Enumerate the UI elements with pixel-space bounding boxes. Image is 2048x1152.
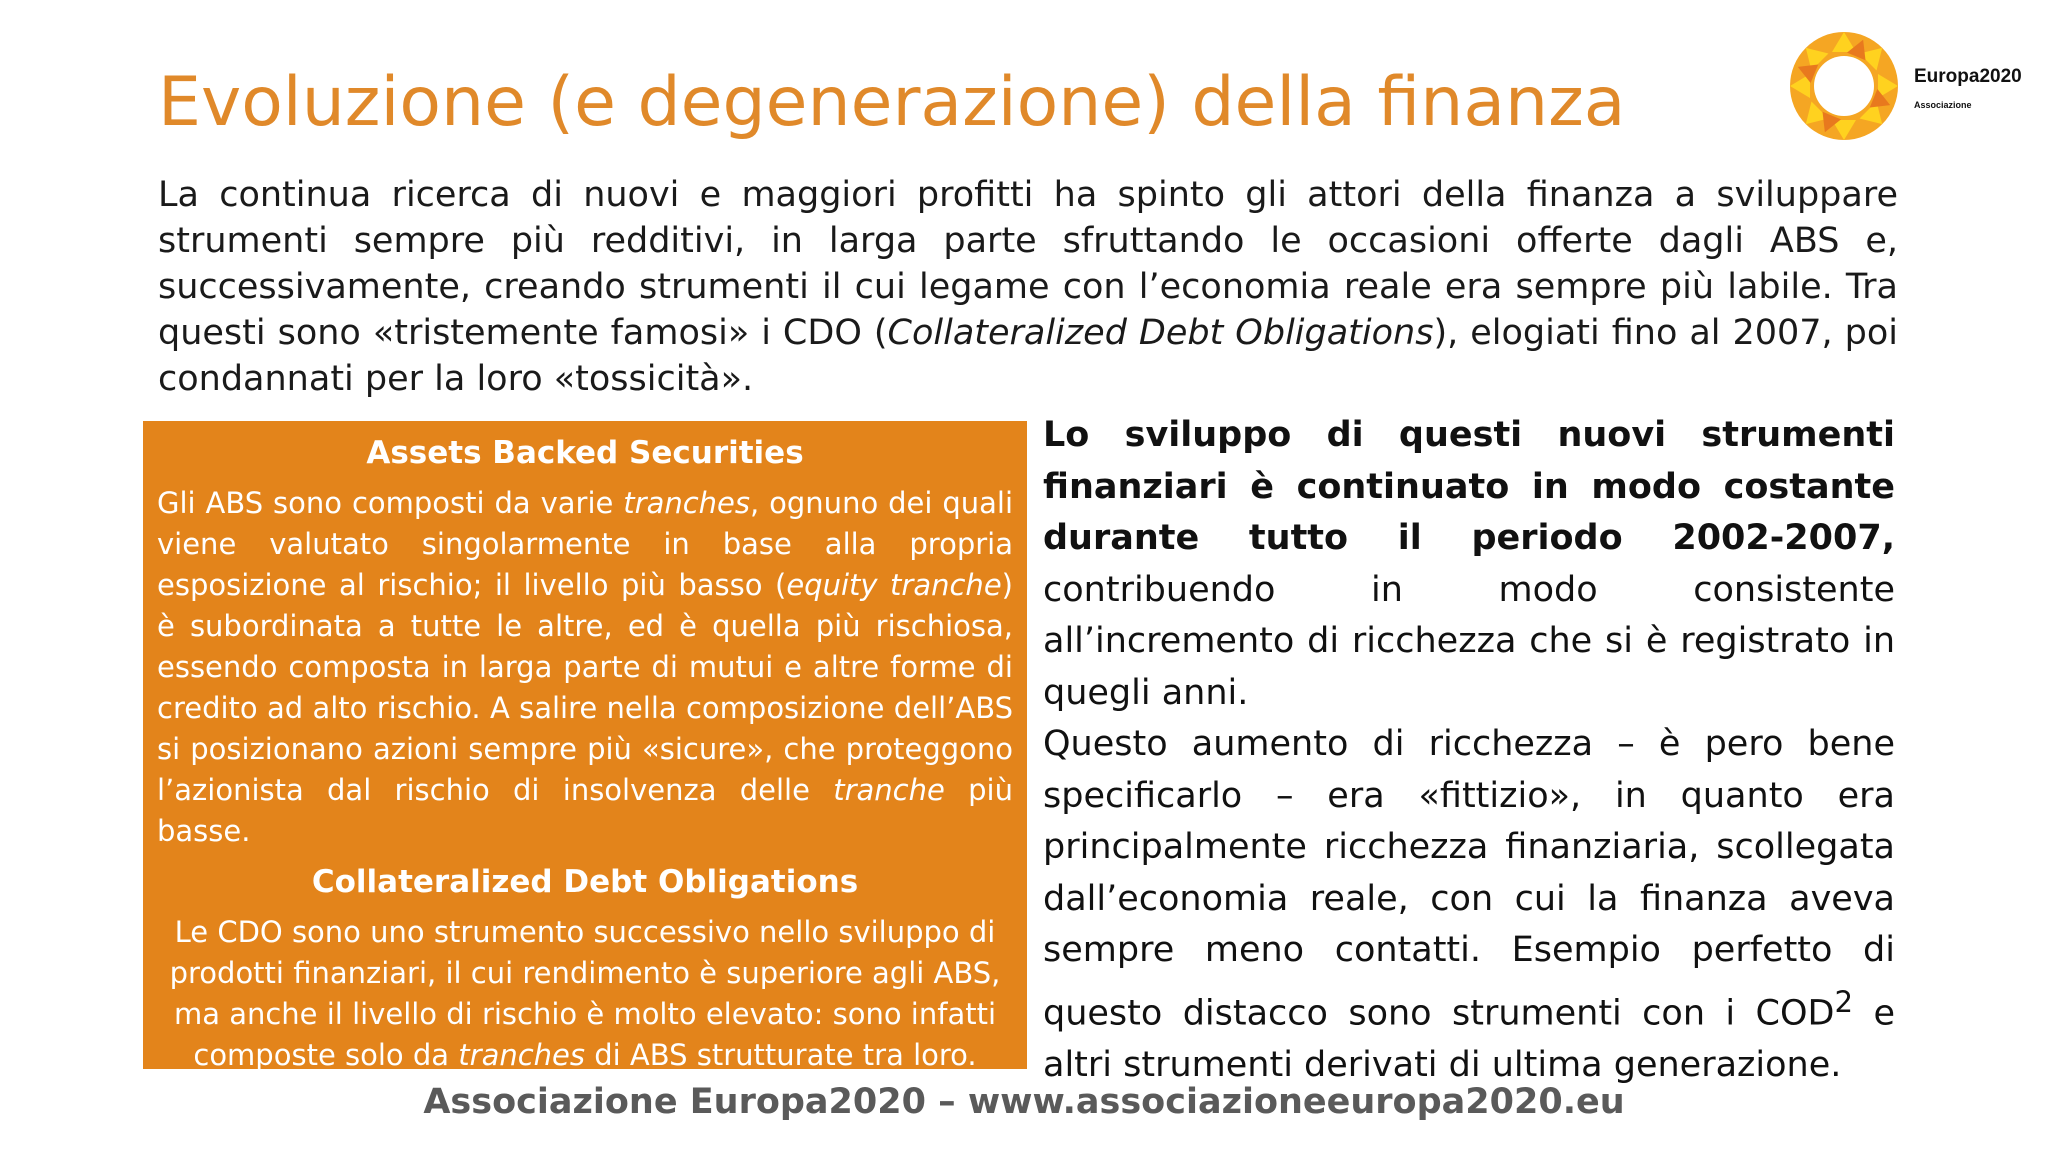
europa2020-sun-icon [1786,28,1902,144]
cdo-text-2: di ABS strutturate tra loro. [585,1038,977,1072]
abs-text-4: più basse. [157,773,1013,848]
intro-text-1: La continua ricerca di nuovi e maggiori profitti ha spinto gli attori della finanza a sviluppare strumenti sempre più redditivi, in larga parte sfruttando le occasioni offerte dagli ABS e, successivamente, creando strumenti il cui legame con l’economia reale era sempre più labile. Tra questi sono «tristemente famosi» i CDO ( [158,175,1898,353]
right-p2-text: Questo aumento di ricchezza – è pero bene specificarlo – era «fittizio», in quanto era principalmente ricchezza finanziaria, scollegata dall’economia reale, con cui la finanza aveva sempre meno contatti. Esempio perfetto di questo distacco sono strumenti con i COD [1043,724,1895,1034]
abs-heading: Assets Backed Securities [366,435,804,471]
logo [1786,28,2036,144]
abs-text-3: ) è subordinata a tutte le altre, ed è quella più rischiosa, essendo composta in larga parte di mutui e altre forme di credito ad alto rischio. A salire nella composizione dell’ABS si posizionano azioni sempre più «sicure», che proteggono l’azionista dal rischio di insolvenza delle [157,568,1013,807]
abs-text-2: , ognuno dei quali viene valutato singolarmente in base alla propria esposizione al rischio; il livello più basso ( [157,486,1014,602]
right-paragraph-1 [1043,410,1895,719]
cdo-paragraph [157,912,1013,1076]
cdo-text-1: Le CDO sono uno strumento successivo nello sviluppo di prodotti finanziari, il cui rendimento è superiore agli ABS, ma anche il livello di rischio è molto elevato: sono infatti composte solo da [169,915,1001,1072]
abs-paragraph [157,483,1013,852]
right-p2-sup: 2 [1834,984,1854,1019]
intro-paragraph [158,172,1898,402]
logo-subtitle: Associazione [1914,100,1972,110]
right-column [1043,410,1895,1091]
definitions-box [143,421,1027,1072]
right-paragraph-2 [1043,719,1895,1091]
slide-title: Evoluzione (e degenerazione) della finanza [158,63,1626,142]
cdo-heading: Collateralized Debt Obligations [311,864,859,900]
intro-text-italic: Collateralized Debt Obligations [887,313,1434,353]
right-bold-text: Lo sviluppo di questi nuovi strumenti finanziari è continuato in modo costante durante tutto il periodo 2002-2007, [1043,415,1895,558]
abs-text-1: Gli ABS sono composti da varie [157,486,624,520]
intro-text-2: ), elogiati fino al 2007, poi condannati per la loro «tossicità». [158,313,1899,399]
logo-name: Europa2020 [1914,66,2022,87]
abs-italic-1: tranches [623,486,751,520]
footer: Associazione Europa2020 – www.associazioneeuropa2020.eu [423,1082,1625,1122]
abs-italic-3: tranche [833,773,945,807]
abs-italic-2: equity tranche [786,568,1002,602]
right-normal-text: contribuendo in modo consistente all’incremento di ricchezza che si è registrato in quegli anni. [1043,569,1895,713]
cdo-italic-1: tranches [458,1038,586,1072]
right-p2-end: e altri strumenti derivati di ultima generazione. [1043,993,1895,1085]
